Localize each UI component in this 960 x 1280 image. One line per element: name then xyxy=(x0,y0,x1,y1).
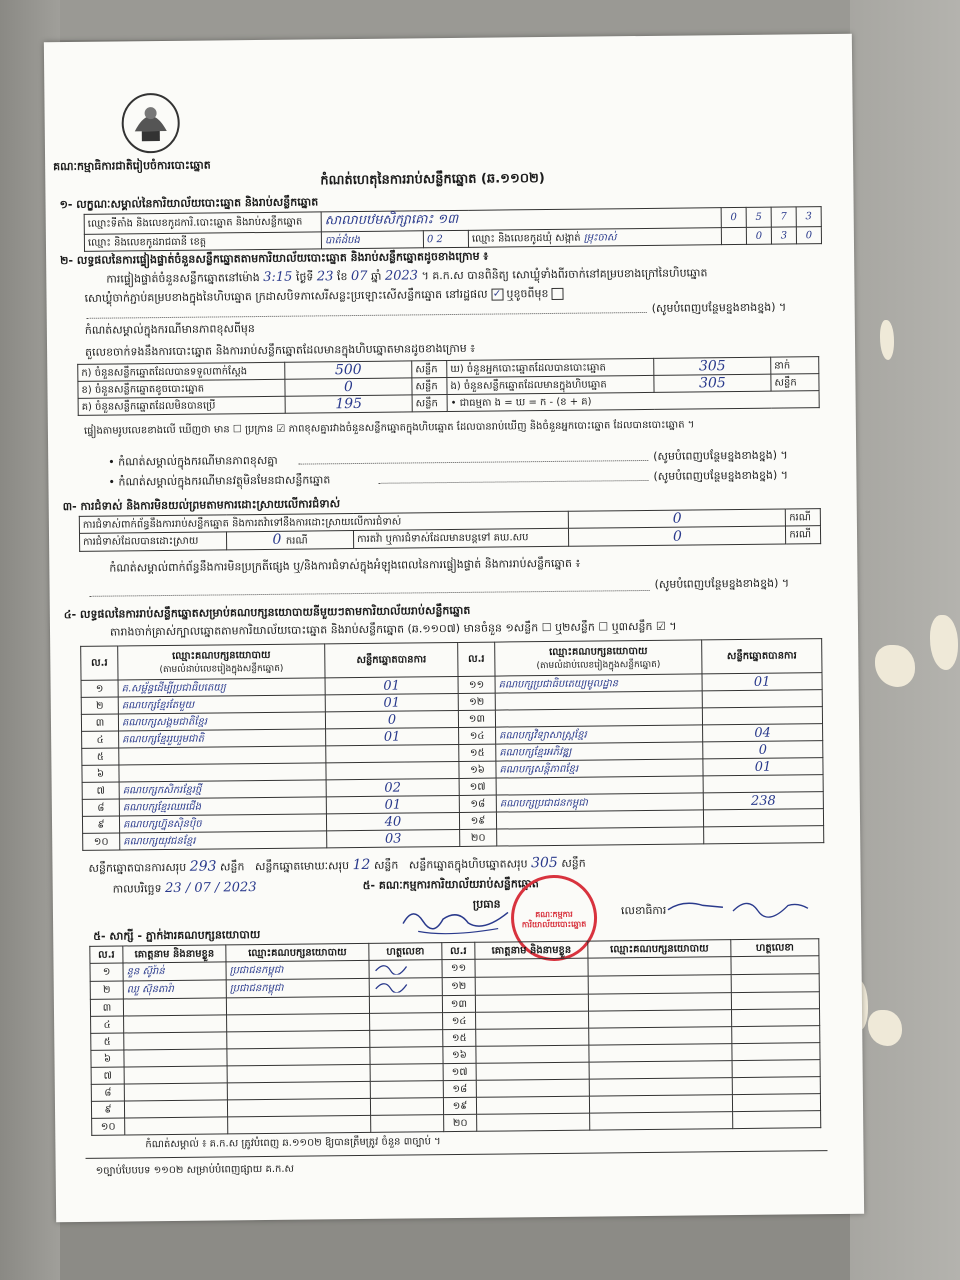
witness-number: ៣ xyxy=(90,999,123,1016)
party-number: ៩ xyxy=(82,816,119,833)
witness-signature xyxy=(732,1009,820,1027)
glue-blob xyxy=(880,320,894,360)
party-votes xyxy=(702,690,822,708)
section1-title: ១- លក្ខណៈសម្គាល់នៃការិយាល័យបោះឆ្នោត និងរាប់សន្លឹកឆ្នោត xyxy=(59,195,319,212)
party-number: ១៣ xyxy=(458,710,495,727)
witness-signature xyxy=(731,992,819,1010)
witness-signature xyxy=(731,956,819,975)
witness-signature xyxy=(370,1064,443,1082)
witness-name xyxy=(476,1079,589,1097)
witness-signature xyxy=(732,1077,820,1095)
witness-number: ១ xyxy=(90,963,123,981)
witness-party xyxy=(589,1027,732,1045)
witness-signature xyxy=(370,1030,443,1048)
witness-name xyxy=(476,1028,589,1046)
appeal-count: 0 xyxy=(569,526,786,546)
party-name: គណបក្សសន្តិភាពខ្មែរ xyxy=(496,759,703,778)
code-digit: 3 xyxy=(771,227,796,244)
witness-signature xyxy=(731,974,819,993)
code-digit: 5 xyxy=(746,207,771,227)
party-votes: 01 xyxy=(326,795,459,813)
party-name: គ.សម្ព័ន្ធដើម្បីប្រជាធិបតេយ្យ xyxy=(118,678,325,697)
witness-name xyxy=(124,1066,227,1084)
witness-party xyxy=(588,993,731,1011)
party-number: ១៤ xyxy=(459,727,496,744)
party-votes: 40 xyxy=(326,812,459,830)
party-number: ៦ xyxy=(82,765,119,782)
witness-party xyxy=(589,1044,732,1062)
witness-name xyxy=(124,1015,227,1033)
party-votes: 02 xyxy=(326,778,459,796)
in-box-value: 305 xyxy=(654,374,771,392)
witness-party xyxy=(589,1010,732,1028)
party-name xyxy=(496,776,703,795)
irregular-note: កំណត់សម្គាល់ក្នុងករណីមានភាពខុសពីមុន xyxy=(84,322,255,337)
party-number: ១៨ xyxy=(459,795,496,812)
spoiled-value: 0 xyxy=(285,378,412,396)
witness-name xyxy=(124,1049,227,1067)
witness-number: ១០ xyxy=(92,1118,125,1135)
form-sheet: គណៈកម្មាធិការជាតិរៀបចំការបោះឆ្នោត កំណត់ហេតុនៃការរាប់សន្លឹកឆ្នោត (ឆ.១១០២) ១- លក្ខណៈសម្គាល់នៃការិយាល័យបោះឆ្នោត និងរាប់សន្លឹកឆ្នោត ឈ្មោះទីតាំង និងលេខកូដការិ.បោះឆ្នោត និងរាប់សន្លឹកឆ្នោត សាលាបឋមសិក្សាគោះ ១៣ 0 5 7 3 ឈ្មោះ និងលេខកូដរាជធានី ខេត្ត បាត់ដំបង 0 2 ឈ្មោះ និងលេខកូដឃុំ សង្កាត់ ម្រុះចាស់ 0 3 0 ២- លទ្ធផលនៃការផ្ទៀងផ្ទាត់ចំនួនសន្លឹកឆ្នោតតាមការិយាល័យបោះឆ្នោត និងរាប់សន្លឹកឆ្នោតដូចខាងក្រោម ៖ ការផ្ទៀងផ្ទាត់ចំនួនសន្លឹកឆ្នោតនៅម៉ោង 3:15 ថ្ងៃទី 23 ខែ 07 ឆ្នាំ 2023 ។ គ.ក.ស បានពិនិត្យ សោឃ្លុំទាំងពីរចាក់នៅគម្របខាងក្រៅនៃហិបឆ្នោត សោឃ្លុំចាក់ភ្ជាប់គម្របខាងក្នុងនៃហិបឆ្នោត ក្រដាសបិទភាសេរីសន្លះប្រឡោះសើសន្លឹកឆ្នោត នៅរដ្ឋផល ✓ ឬខូចពីមុខ (សូមបំពេញបន្ថែមខ្នងខាងខ្នង) ។ កំណត់សម្គាល់ក្នុងករណីមានភាពខុសពីមុន តួលេខចាក់ទងនឹងការបោះឆ្នោត និងការរាប់សន្លឹកឆ្នោតដែលមានក្នុងហិបឆ្នោតមានដូចខាងក្រោម ៖ ក) ចំនួនសន្លឹកឆ្នោតដែលបានទទួលពាក់ស្តែង 500 សន្លឹក ឃ) ចំនួនអ្នកបោះឆ្នោតដែលបានបោះឆ្នោត 305 នាក់ ខ) ចំនួនសន្លឹកឆ្នោតខូចបោះឆ្នោត 0 សន្លឹក ង) ចំនួនសន្លឹកឆ្នោតដែលមានក្នុងហិបឆ្នោត 305 សន្លឹក គ) ចំនួនសន្លឹកឆ្នោតដែលមិនបានប្រើ 195 សន្លឹក • ជាធម្មតា ង = ឃ = ក - (ខ + គ) ផ្ទៀងតាមរូបលេខខាងលើ ឃើញថា មាន ☐ ប្រក្រាន ☑ ភាពខុសគ្នារវាងចំនួនសន្លឹកឆ្នោតក្នុងហិបឆ្នោត ដែលបានរាប់ឃើញ និងចំនួនអ្នកបោះឆ្នោត ដែលបានបោះឆ្នោត ។ • កំណត់សម្គាល់ក្នុងករណីមានភាពខុសគ្នា (សូមបំពេញបន្ថែមខ្នងខាងខ្នង) ។ • កំណត់សម្គាល់ក្នុងករណីមានវត្ថុមិនមែនជាសន្លឹកឆ្នោត (សូមបំពេញបន្ថែមខ្នងខាងខ្នង) ។ ៣- ការជំទាស់ និងការមិនយល់ព្រមតាមការដោះស្រាយលើការជំទាស់ ការជំទាស់ពាក់ព័ន្ធនឹងការរាប់សន្លឹកឆ្នោត និងការតវ៉ាទៅនឹងការដោះស្រាយលើការជំទាស់ 0 ករណី ការជំទាស់ដែលបានដោះស្រាយ 0 ករណី ការតវ៉ា ឬការជំទាស់ដែលមានបន្តទៅ គឃ.សប 0 ករណី កំណត់សម្គាល់ពាក់ព័ន្ធនឹងការមិនប្រក្រតីផ្សេង ឬ/និងការជំទាស់ក្នុងអំឡុងពេលនៃការផ្ទៀងផ្ទាត់ និងការរាប់សន្លឹកឆ្នោត ៖ (សូមបំពេញបន្ថែមខ្នងខាងខ្នង) ។ ៤- លទ្ធផលនៃការរាប់សន្លឹកឆ្នោតសម្រាប់គណបក្សនយោបាយនីមួយៗតាមការិយាល័យរាប់សន្លឹកឆ្នោត តារាងចាក់គ្រាស់ក្បាលឆ្នោតតាមការិយាល័យបោះឆ្នោត និងរាប់សន្លឹកឆ្នោត (ឆ.១១០៧) មានចំនួន ១សន្លឹក ☐ ឬ២សន្លឹក ☐ ឬ៣សន្លឹក ☑ ។ ល.រ ឈ្មោះគណបក្សនយោបាយ (តាមលំដាប់លេខរៀងក្នុងសន្លឹកឆ្នោត) សន្លឹកឆ្នោតបានការ ល.រ ឈ្មោះគណបក្សនយោបាយ (តាមលំដាប់លេខរៀងក្នុងសន្លឹកឆ្នោត) សន្លឹកឆ្នោតបានការ ១ គ.សម្ព័ន្ធដើម្បីប្រជាធិបតេយ្យ 01 ១១ គណបក្សប្រជាធិបតេយ្យមូលដ្ឋាន 01 ២ គណបក្សខ្មែរតែមួយ 01 ១២ ៣ គណបក្សសង្គមជាតិខ្មែរ 0 ១៣ ៤ គណបក្សខ្មែររួបរួមជាតិ 01 ១៤ គណបក្សវិទ្យាសាស្ត្រខ្មែរ 04 ៥ ១៥ គណបក្សខ្មែរអភិវឌ្ឍ 0 ៦ ១៦ គណបក្សសន្តិភាពខ្មែរ 01 ៧ គណបក្សកសិករខ្មែរថ្មី 02 ១៧ ៨ គណបក្សខ្មែរឈរជើង 01 ១៨ គណបក្សប្រជាជនកម្ពុជា 238 ៩ គណបក្សហ្វ៊ុនស៊ិនប៉ិច 40 ១៩ ១០ គណបក្សយុវជនខ្មែរ 03 ២០ សន្លឹកឆ្នោតបានការសរុប 293 សន្លឹក សន្លឹកឆ្នោតមោឃៈសរុប 12 សន្លឹក សន្លឹកឆ្នោតក្នុងហិបឆ្នោតសរុប 305 សន្លឹក កាលបរិច្ឆេទ 23 / 07 / 2023 ៥- គណៈកម្មការការិយាល័យរាប់សន្លឹកឆ្នោត ប្រធាន គណៈកម្មការការិយាល័យបោះឆ្នោត លេខាធិការ ៥- សាក្សី - ភ្នាក់ងារគណបក្សនយោបាយ ល.រ គោត្តនាម និងនាមខ្លួន ឈ្មោះគណបក្សនយោបាយ ហត្ថលេខា ល.រ គោត្តនាម និងនាមខ្លួន ឈ្មោះគណបក្សនយោបាយ ហត្ថលេខា ១ នួន ស៊ូរ៉ាន់ ប្រជាជនកម្ពុជា ១១ ២ ឈួ ស៊ុនតារ៉ា ប្រជាជនកម្ពុជា ១២ ៣ ១៣ ៤ ១៤ ៥ ១៥ ៦ ១៦ ៧ ១៧ ៨ ១៨ ៩ ១៩ ១០ ២០ កំណត់សម្គាល់ ៖ គ.ក.ស ត្រូវបំពេញ ឆ.១១០២ ឱ្យបានត្រឹមត្រូវ ចំនួន ៣ច្បាប់ ។ ១ច្បាប់បែបបទ ១១០២ សម្រាប់បំពេញផ្សាយ គ.ក.ស xyxy=(44,34,864,1222)
party-number: ១៥ xyxy=(459,744,496,761)
party-votes xyxy=(326,744,459,762)
witness-signature xyxy=(369,978,442,997)
section3-note: កំណត់សម្គាល់ពាក់ព័ន្ធនឹងការមិនប្រក្រតីផ្សេង ឬ/និងការជំទាស់ក្នុងអំឡុងពេលនៃការផ្ទៀងផ្ទាត់ និងការរាប់សន្លឹកឆ្នោត ៖ xyxy=(109,556,581,575)
spoiled-label: ខ) ចំនួនសន្លឹកឆ្នោតខូចបោះឆ្នោត xyxy=(78,379,285,398)
witness-party xyxy=(228,1115,371,1133)
witness-signature xyxy=(370,1013,443,1031)
party-votes: 01 xyxy=(702,673,822,691)
code-digit: 0 xyxy=(796,227,821,244)
witness-name xyxy=(476,1045,589,1063)
party-votes xyxy=(702,707,822,725)
witness-number: ៩ xyxy=(91,1101,124,1118)
party-number: ៤ xyxy=(82,731,119,748)
formula-note: • ជាធម្មតា ង = ឃ = ក - (ខ + គ) xyxy=(447,391,819,412)
witness-name xyxy=(125,1117,228,1135)
witness-party xyxy=(589,1061,732,1079)
section3-title: ៣- ការជំទាស់ និងការមិនយល់ព្រមតាមការដោះស្រាយលើការជំទាស់ xyxy=(62,497,341,514)
witness-party: ប្រជាជនកម្ពុជា xyxy=(226,978,369,997)
unused-label: គ) ចំនួនសន្លឹកឆ្នោតដែលមិនបានប្រើ xyxy=(78,396,285,415)
witness-table: ល.រ គោត្តនាម និងនាមខ្លួន ឈ្មោះគណបក្សនយោបាយ ហត្ថលេខា ល.រ គោត្តនាម និងនាមខ្លួន ឈ្មោះគណបក្សនយោបាយ ហត្ថលេខា ១ នួន ស៊ូរ៉ាន់ ប្រជាជនកម្ពុជា ១១ ២ ឈួ ស៊ុនតារ៉ា ប្រជាជនកម្ពុជា ១២ ៣ ១៣ ៤ ១៤ ៥ ១៥ ៦ ១៦ ៧ ១៧ ៨ ១៨ ៩ ១៩ ១០ ២០ xyxy=(89,938,821,1136)
witness-signature xyxy=(732,1043,820,1061)
count-intro: តួលេខចាក់ទងនឹងការបោះឆ្នោត និងការរាប់សន្លឹកឆ្នោតដែលមានក្នុងហិបឆ្នោតមានដូចខាងក្រោម ៖ xyxy=(85,341,476,359)
province-code: 0 2 xyxy=(423,230,468,247)
party-name xyxy=(495,691,702,710)
witness-number: ១៧ xyxy=(443,1063,476,1080)
witness-name xyxy=(475,976,588,995)
party-name xyxy=(495,708,702,727)
witness-party xyxy=(226,996,369,1014)
code-digit: 0 xyxy=(721,207,746,227)
party-number: ១៧ xyxy=(459,778,496,795)
witness-name xyxy=(476,1011,589,1029)
received-value: 500 xyxy=(285,361,412,379)
location-value: សាលាបឋមសិក្សាគោះ ១៣ xyxy=(321,208,721,232)
witness-party xyxy=(590,1112,733,1130)
witness-signature xyxy=(370,1098,443,1116)
witness-number: ១៣ xyxy=(442,995,475,1012)
unused-value: 195 xyxy=(285,395,412,413)
voters-label: ឃ) ចំនួនអ្នកបោះឆ្នោតដែលបានបោះឆ្នោត xyxy=(447,358,654,377)
witness-party xyxy=(588,957,731,976)
party-votes xyxy=(326,761,459,779)
in-box-label: ង) ចំនួនសន្លឹកឆ្នោតដែលមានក្នុងហិបឆ្នោត xyxy=(447,375,654,394)
party-name xyxy=(119,763,326,782)
secretary-signature-icon xyxy=(663,890,813,922)
party-votes xyxy=(703,809,823,827)
witness-signature xyxy=(371,1115,444,1133)
witness-signature xyxy=(732,1060,820,1078)
witness-number: ៤ xyxy=(91,1016,124,1033)
totals-line: សន្លឹកឆ្នោតបានការសរុប 293 សន្លឹក សន្លឹកឆ្នោតមោឃៈសរុប 12 សន្លឹក សន្លឹកឆ្នោតក្នុងហិបឆ្នោតសរុប 305 សន្លឹក xyxy=(88,854,586,875)
witness-party xyxy=(227,1081,370,1099)
party-number: ១១ xyxy=(458,676,495,693)
witness-number: ១៨ xyxy=(443,1080,476,1097)
code-digit: 7 xyxy=(771,207,796,227)
party-name xyxy=(119,746,326,765)
party-votes: 0 xyxy=(325,710,458,728)
party-votes: 0 xyxy=(703,741,823,759)
witness-name xyxy=(477,1113,590,1131)
seal-check-line: សោឃ្លុំចាក់ភ្ជាប់គម្របខាងក្នុងនៃហិបឆ្នោត ក្រដាសបិទភាសេរីសន្លះប្រឡោះសើសន្លឹកឆ្នោត នៅរដ្ឋផល ✓ ឬខូចពីមុខ xyxy=(84,287,564,308)
witness-name xyxy=(476,1062,589,1080)
party-name: គណបក្សខ្មែរអភិវឌ្ឍ xyxy=(496,742,703,761)
witness-name xyxy=(475,958,588,977)
party-number: ១ xyxy=(81,680,118,697)
witness-party xyxy=(589,1078,732,1096)
complaints-table: ការជំទាស់ពាក់ព័ន្ធនឹងការរាប់សន្លឹកឆ្នោត និងការតវ៉ាទៅនឹងការដោះស្រាយលើការជំទាស់ 0 ករណី ការជំទាស់ដែលបានដោះស្រាយ 0 ករណី ការតវ៉ា ឬការជំទាស់ដែលមានបន្តទៅ គឃ.សប 0 ករណី xyxy=(79,508,821,552)
party-votes: 04 xyxy=(703,724,823,742)
party-name: គណបក្សខ្មែរតែមួយ xyxy=(118,695,325,714)
party-votes: 01 xyxy=(326,727,459,745)
witness-name: នួន ស៊ូរ៉ាន់ xyxy=(123,962,226,981)
party-number: ១២ xyxy=(458,693,495,710)
witness-party xyxy=(227,1013,370,1031)
party-votes xyxy=(704,826,824,844)
witness-signature xyxy=(732,1026,820,1044)
witness-number: ៨ xyxy=(91,1084,124,1101)
witness-name xyxy=(124,1032,227,1050)
party-votes xyxy=(703,775,823,793)
witness-signature xyxy=(370,1047,443,1065)
witness-number: ៦ xyxy=(91,1050,124,1067)
witness-number: ២០ xyxy=(444,1114,477,1131)
witness-party xyxy=(227,1047,370,1065)
witness-name xyxy=(124,1083,227,1101)
witness-number: ១៦ xyxy=(443,1046,476,1063)
section4-title: ៤- លទ្ធផលនៃការរាប់សន្លឹកឆ្នោតសម្រាប់គណបក្សនយោបាយនីមួយៗតាមការិយាល័យរាប់សន្លឹកឆ្នោត xyxy=(63,603,471,622)
intact-checkbox[interactable]: ✓ xyxy=(492,288,502,300)
fill-note: (សូមបំពេញបន្ថែមខ្នងខាងខ្នង) ។ xyxy=(651,300,787,315)
province-label: ឈ្មោះ និងលេខកូដរាជធានី ខេត្ត xyxy=(84,232,321,251)
witness-number: ៧ xyxy=(91,1067,124,1084)
party-number: ២ xyxy=(81,697,118,714)
witness-number: ២ xyxy=(90,981,123,999)
witness-number: ៥ xyxy=(91,1033,124,1050)
witness-signature xyxy=(370,1081,443,1099)
witness-party xyxy=(227,1030,370,1048)
witness-number: ១៥ xyxy=(443,1029,476,1046)
witness-name: ឈួ ស៊ុនតារ៉ា xyxy=(123,980,226,999)
witness-number: ១២ xyxy=(442,977,475,995)
committee-title: ៥- គណៈកម្មការការិយាល័យរាប់សន្លឹកឆ្នោត xyxy=(362,877,539,892)
party-number: ៥ xyxy=(82,748,119,765)
party-name: គណបក្សខ្មែររួបរួមជាតិ xyxy=(119,729,326,748)
code-digit: 0 xyxy=(746,227,771,244)
witness-name xyxy=(475,994,588,1012)
party-name: គណបក្សកសិករខ្មែរថ្មី xyxy=(119,780,326,799)
witness-party xyxy=(227,1098,370,1116)
witness-name xyxy=(123,998,226,1016)
official-stamp-icon: គណៈកម្មការការិយាល័យបោះឆ្នោត xyxy=(511,875,598,962)
section2-title: ២- លទ្ធផលនៃការផ្ទៀងផ្ទាត់ចំនួនសន្លឹកឆ្នោតតាមការិយាល័យបោះឆ្នោត និងរាប់សន្លឹកឆ្នោតដូចខាងក្រោម ៖ xyxy=(60,249,489,268)
witness-name xyxy=(476,1096,589,1114)
location-table xyxy=(84,206,822,252)
party-name: គណបក្សហ្វ៊ុនស៊ិនប៉ិច xyxy=(119,814,326,833)
witness-number: ១៩ xyxy=(443,1097,476,1114)
secretary-label: លេខាធិការ xyxy=(620,903,667,918)
witness-party xyxy=(589,1095,732,1113)
province-value: បាត់ដំបង xyxy=(321,231,423,249)
party-votes: 01 xyxy=(325,693,458,711)
footnote: កំណត់សម្គាល់ ៖ គ.ក.ស ត្រូវបំពេញ ឆ.១១០២ ឱ្យបានត្រឹមត្រូវ ចំនួន ៣ច្បាប់ ។ xyxy=(145,1136,441,1151)
party-name xyxy=(497,827,704,846)
commune-cell: ឈ្មោះ និងលេខកូដឃុំ សង្កាត់ ម្រុះចាស់ xyxy=(468,228,721,248)
chair-label: ប្រធាន xyxy=(472,897,501,911)
party-number: ១០ xyxy=(83,833,120,850)
party-votes: 238 xyxy=(703,792,823,810)
note-foreign-object: • កំណត់សម្គាល់ក្នុងករណីមានវត្ថុមិនមែនជាសន្លឹកឆ្នោត xyxy=(108,473,331,489)
location-label: ឈ្មោះទីតាំង និងលេខកូដការិ.បោះឆ្នោត និងរាប់សន្លឹកឆ្នោត xyxy=(84,212,321,234)
party-votes: 03 xyxy=(327,829,460,847)
party-votes: 01 xyxy=(703,758,823,776)
party-name: គណបក្សខ្មែរឈរជើង xyxy=(119,797,326,816)
witness-party xyxy=(227,1064,370,1082)
party-number: ២០ xyxy=(460,829,497,846)
results-table: ល.រ ឈ្មោះគណបក្សនយោបាយ (តាមលំដាប់លេខរៀងក្នុងសន្លឹកឆ្នោត) សន្លឹកឆ្នោតបានការ ល.រ ឈ្មោះគណបក្សនយោបាយ (តាមលំដាប់លេខរៀងក្នុងសន្លឹកឆ្នោត) សន្លឹកឆ្នោតបានការ ១ គ.សម្ព័ន្ធដើម្បីប្រជាធិបតេយ្យ 01 ១១ គណបក្សប្រជាធិបតេយ្យមូលដ្ឋាន 01 ២ គណបក្សខ្មែរតែមួយ 01 ១២ ៣ គណបក្សសង្គមជាតិខ្មែរ 0 ១៣ ៤ គណបក្សខ្មែររួបរួមជាតិ 01 ១៤ គណបក្សវិទ្យាសាស្ត្រខ្មែរ 04 ៥ ១៥ គណបក្សខ្មែរអភិវឌ្ឍ 0 ៦ ១៦ គណបក្សសន្តិភាពខ្មែរ 01 ៧ គណបក្សកសិករខ្មែរថ្មី 02 ១៧ ៨ គណបក្សខ្មែរឈរជើង 01 ១៨ គណបក្សប្រជាជនកម្ពុជា 238 ៩ គណបក្សហ្វ៊ុនស៊ិនប៉ិច 40 ១៩ ១០ គណបក្សយុវជនខ្មែរ 03 ២០ xyxy=(80,638,824,851)
broken-checkbox[interactable] xyxy=(552,288,564,300)
witness-signature xyxy=(369,960,442,979)
witness-signature xyxy=(369,996,442,1014)
witness-number: ១១ xyxy=(442,959,475,977)
witness-signature xyxy=(733,1111,821,1129)
party-number: ៣ xyxy=(81,714,118,731)
party-votes: 01 xyxy=(325,676,458,694)
party-number: ៨ xyxy=(82,799,119,816)
party-name: គណបក្សប្រជាធិបតេយ្យមូលដ្ឋាន xyxy=(495,674,702,693)
date-line: កាលបរិច្ឆេទ 23 / 07 / 2023 xyxy=(112,880,257,897)
party-name: គណបក្សវិទ្យាសាស្ត្រខ្មែរ xyxy=(496,725,703,744)
witness-signature xyxy=(732,1094,820,1112)
party-number: ១៦ xyxy=(459,761,496,778)
received-label: ក) ចំនួនសន្លឹកឆ្នោតដែលបានទទួលពាក់ស្តែង xyxy=(78,362,285,381)
complaints-count: 0 xyxy=(569,509,786,528)
party-number: ១៩ xyxy=(459,812,496,829)
party-name: គណបក្សប្រជាជនកម្ពុជា xyxy=(496,793,703,812)
resolved-count: 0 ករណី xyxy=(226,531,353,550)
witness-name xyxy=(124,1100,227,1118)
form-title: កំណត់ហេតុនៃការរាប់សន្លឹកឆ្នោត (ឆ.១១០២) xyxy=(320,171,545,189)
witness-number: ១៤ xyxy=(443,1012,476,1029)
section5-title: ៥- សាក្សី - ភ្នាក់ងារគណបក្សនយោបាយ xyxy=(93,928,261,943)
footer-text: ១ច្បាប់បែបបទ ១១០២ សម្រាប់បំពេញផ្សាយ គ.ក.ស xyxy=(95,1163,295,1177)
note-difference: • កំណត់សម្គាល់ក្នុងករណីមានភាពខុសគ្នា xyxy=(108,453,278,469)
witness-party: ប្រជាជនកម្ពុជា xyxy=(226,960,369,979)
org-header: គណៈកម្មាធិការជាតិរៀបចំការបោះឆ្នោត xyxy=(53,158,211,174)
voters-value: 305 xyxy=(654,357,771,375)
party-number: ៧ xyxy=(82,782,119,799)
party-name xyxy=(496,810,703,829)
party-name: គណបក្សយុវជនខ្មែរ xyxy=(120,831,327,850)
match-line: ផ្ទៀងតាមរូបលេខខាងលើ ឃើញថា មាន ☐ ប្រក្រាន ☑ ភាពខុសគ្នារវាងចំនួនសន្លឹកឆ្នោតក្នុងហិបឆ្នោត ដែលបានរាប់ឃើញ និងចំនួនអ្នកបោះឆ្នោត ដែលបានបោះឆ្នោត ។ xyxy=(83,419,695,437)
code-digit: 3 xyxy=(796,207,821,227)
nec-emblem-icon xyxy=(119,91,182,156)
witness-party xyxy=(588,975,731,994)
ballot-count-table: ក) ចំនួនសន្លឹកឆ្នោតដែលបានទទួលពាក់ស្តែង 500 សន្លឹក ឃ) ចំនួនអ្នកបោះឆ្នោតដែលបានបោះឆ្នោត 305 នាក់ ខ) ចំនួនសន្លឹកឆ្នោតខូចបោះឆ្នោត 0 សន្លឹក ង) ចំនួនសន្លឹកឆ្នោតដែលមានក្នុងហិបឆ្នោត 305 សន្លឹក គ) ចំនួនសន្លឹកឆ្នោតដែលមិនបានប្រើ 195 សន្លឹក • ជាធម្មតា ង = ឃ = ក - (ខ + គ) xyxy=(77,356,820,416)
section4-intro: តារាងចាក់គ្រាស់ក្បាលឆ្នោតតាមការិយាល័យបោះឆ្នោត និងរាប់សន្លឹកឆ្នោត (ឆ.១១០៧) មានចំនួន ១សន្លឹក ☐ ឬ២សន្លឹក ☐ ឬ៣សន្លឹក ☑ ។ xyxy=(109,619,677,639)
verification-time-line: ការផ្ទៀងផ្ទាត់ចំនួនសន្លឹកឆ្នោតនៅម៉ោង 3:15 ថ្ងៃទី 23 ខែ 07 ឆ្នាំ 2023 ។ គ.ក.ស បានពិនិត្យ សោឃ្លុំទាំងពីរចាក់នៅគម្របខាងក្រៅនៃហិបឆ្នោត xyxy=(106,266,708,286)
chair-signature-icon xyxy=(398,902,518,939)
party-name: គណបក្សសង្គមជាតិខ្មែរ xyxy=(118,712,325,731)
